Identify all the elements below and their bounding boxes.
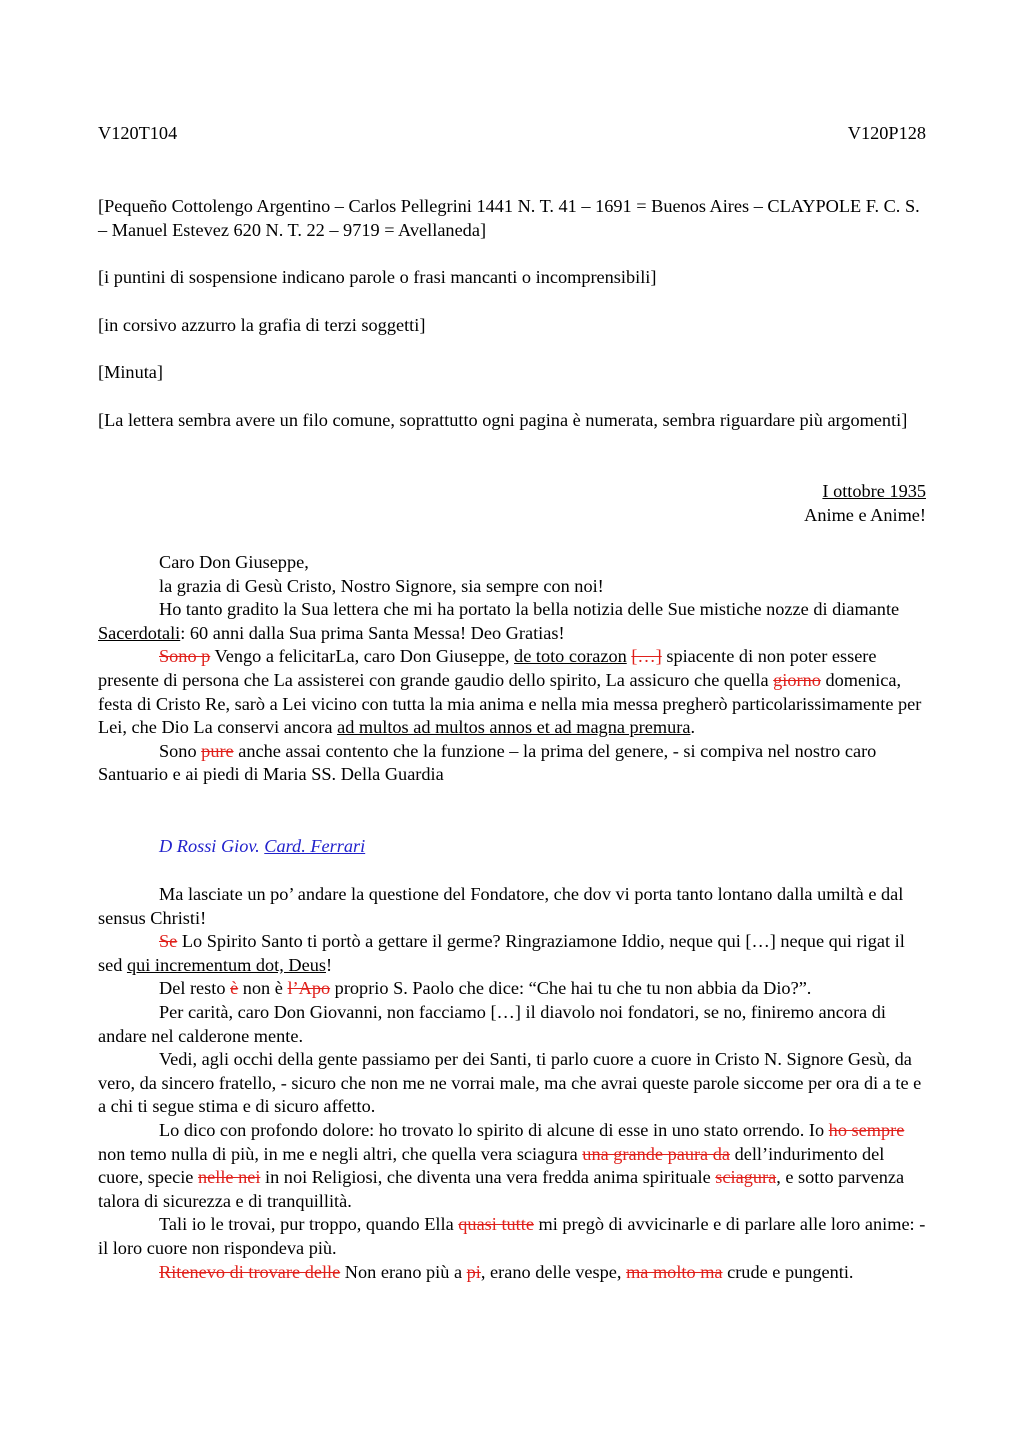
letter-date: I ottobre 1935 xyxy=(822,481,926,501)
paragraph-3: Sono pure anche assai contento che la funzione – la prima del genere, - si compiva nel nostro caro Santuario e ai piedi di Maria SS. Della Guardia xyxy=(98,740,877,785)
dateline xyxy=(98,480,926,527)
greeting: la grazia di Gesù Cristo, Nostro Signore, sia sempre con noi! xyxy=(159,575,604,596)
paragraph-11: Ritenevo di trovare delle Non erano più a pi, erano delle vespe, ma molto ma crude e pungenti. xyxy=(159,1261,854,1282)
paragraph-2: Sono p Vengo a felicitarLa, caro Don Giuseppe, de toto corazon […] spiacente di non poter essere presente di persona che La assisterei con grande gaudio dello spirito, La assicuro che quella giorno domenica, festa di Cristo Re, sarò a Lei vicino con tutta la mia anima e nella mia messa pregherò particolarissimamente per Lei, che Dio La conservi ancora ad multos ad multos annos et ad magna premura. xyxy=(98,646,922,738)
struck-text: pi xyxy=(466,1261,481,1282)
letter-body-part-1 xyxy=(98,551,926,787)
paragraph-7: Per carità, caro Don Giovanni, non facciamo […] il diavolo noi fondatori, se no, finiremo ancora di andare nel calderone mente. xyxy=(98,1001,886,1046)
struck-text: pure xyxy=(201,740,234,761)
thread-note: [La lettera sembra avere un filo comune, soprattutto ogni pagina è numerata, sembra riguardare più argomenti] xyxy=(98,410,908,430)
ellipsis-note: [i puntini di sospensione indicano parole o frasi mancanti o incomprensibili] xyxy=(98,267,657,287)
italic-note: [in corsivo azzurro la grafia di terzi soggetti] xyxy=(98,315,426,335)
struck-text: è xyxy=(230,978,239,999)
paragraph-1: Ho tanto gradito la Sua lettera che mi ha portato la bella notizia delle Sue mistiche nozze di diamante Sacerdotali: 60 anni dalla Sua prima Santa Messa! Deo Gratias! xyxy=(98,599,900,643)
struck-text: quasi tutte xyxy=(458,1214,534,1235)
document-code-left: V120T104 xyxy=(98,123,178,143)
paragraph-10: Tali io le trovai, pur troppo, quando Ella quasi tutte mi pregò di avvicinarle e di parlare alle loro anime: - il loro cuore non rispondeva più. xyxy=(98,1214,926,1258)
salutation: Caro Don Giuseppe, xyxy=(159,552,309,572)
struck-text: una grande paura da xyxy=(582,1143,730,1164)
struck-text: Ritenevo di trovare delle xyxy=(159,1261,341,1282)
letter-body-part-2 xyxy=(98,883,926,1284)
struck-text: Sono p xyxy=(159,646,211,667)
paragraph-9: Lo dico con profondo dolore: ho trovato lo spirito di alcune di esse in uno stato orrendo. Io ho sempre non temo nulla di più, in me e negli altri, che quella vera sciagura una grande paura da dell’indurimento del cuore, specie nelle nei in noi Religiosi, che diventa una vera fredda anima spirituale sciagura, e sotto parvenza talora di sicurezza e di tranquillità. xyxy=(98,1119,905,1211)
struck-text: Se xyxy=(159,931,178,952)
paragraph-5: Se Lo Spirito Santo ti portò a gettare il germe? Ringraziamone Iddio, neque qui […] neque qui rigat il sed qui incrementum dot, Deus! xyxy=(98,931,905,975)
paragraph-6: Del resto è non è l’Apo proprio S. Paolo che dice: “Che hai tu che tu non abbia da Dio?”. xyxy=(159,978,812,999)
page-header xyxy=(98,122,926,146)
paragraph-8: Vedi, agli occhi della gente passiamo per dei Santi, ti parlo cuore a cuore in Cristo N. Signore Gesù, da vero, da sincero fratello, - sicuro che non me ne vorrai male, ma che avrai queste parole siccome per ora di a te e a chi ti segue stima e di sicuro affetto. xyxy=(98,1049,922,1117)
struck-text: […] xyxy=(631,646,662,667)
struck-text: ma molto ma xyxy=(626,1261,723,1282)
minuta-note: [Minuta] xyxy=(98,362,163,382)
address-note: [Pequeño Cottolengo Argentino – Carlos Pellegrini 1441 N. T. 41 – 1691 = Buenos Aires – CLAYPOLE F. C. S. – Manuel Estevez 620 N. T. 22 – 9719 = Avellaneda] xyxy=(98,196,920,240)
struck-text: l’Apo xyxy=(287,978,331,999)
struck-text: nelle nei xyxy=(198,1167,261,1188)
struck-text: ho sempre xyxy=(828,1119,905,1140)
paragraph-4: Ma lasciate un po’ andare la questione del Fondatore, che dov vi porta tanto lontano dalla umiltà e dal sensus Christi! xyxy=(98,884,904,928)
struck-text: giorno xyxy=(773,669,821,690)
document-code-right: V120P128 xyxy=(847,123,926,143)
third-party-handwriting: D Rossi Giov. Card. Ferrari xyxy=(159,836,366,856)
struck-text: sciagura xyxy=(715,1167,777,1188)
letter-motto: Anime e Anime! xyxy=(804,504,926,525)
